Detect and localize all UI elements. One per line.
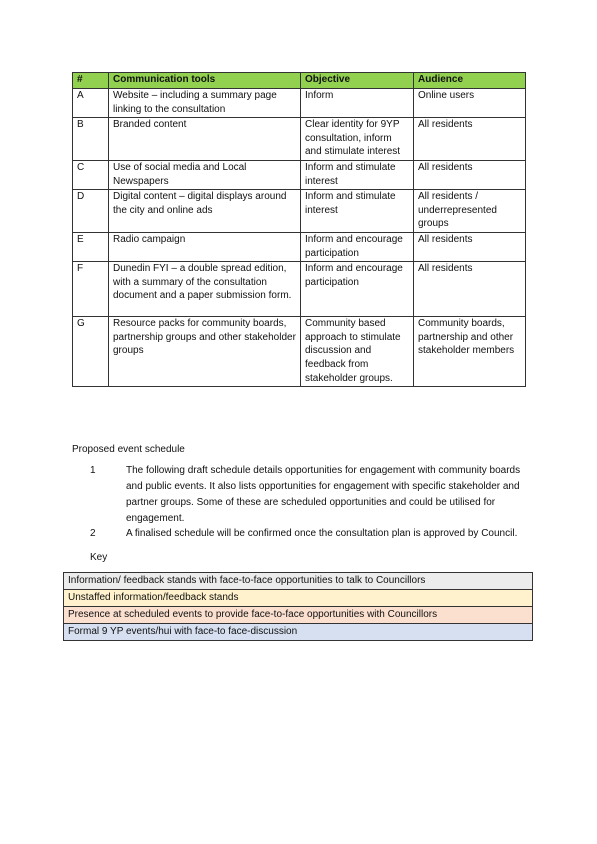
communication-tools-table bbox=[72, 72, 526, 387]
row-objective: Inform and stimulate interest bbox=[301, 160, 414, 189]
row-tool: Website – including a summary page linking to the consultation bbox=[109, 89, 301, 118]
row-audience: All residents bbox=[414, 262, 526, 317]
key-legend-table bbox=[63, 572, 533, 641]
row-audience: All residents bbox=[414, 118, 526, 161]
row-tool: Branded content bbox=[109, 118, 301, 161]
key-item: Formal 9 YP events/hui with face-to face-discussion bbox=[64, 624, 533, 641]
row-id: D bbox=[73, 190, 109, 233]
header-communication-tools: Communication tools bbox=[109, 73, 301, 89]
row-id: A bbox=[73, 89, 109, 118]
table-row bbox=[73, 232, 526, 261]
table-row bbox=[73, 190, 526, 233]
row-id: E bbox=[73, 232, 109, 261]
row-audience: All residents bbox=[414, 232, 526, 261]
key-label: Key bbox=[90, 552, 108, 563]
paragraph-text: The following draft schedule details opportunities for engagement with community boards and public events. It also lists opportunities for engagement with specific stakeholder and partner groups. Some of these are scheduled opportunities and could be utilised for engagement. bbox=[126, 465, 521, 524]
row-tool: Radio campaign bbox=[109, 232, 301, 261]
row-objective: Inform bbox=[301, 89, 414, 118]
row-objective: Community based approach to stimulate discussion and feedback from stakeholder groups. bbox=[301, 317, 414, 387]
row-tool: Resource packs for community boards, partnership groups and other stakeholder groups bbox=[109, 317, 301, 387]
table-row bbox=[73, 317, 526, 387]
table-row bbox=[73, 118, 526, 161]
row-objective: Inform and stimulate interest bbox=[301, 190, 414, 233]
key-item: Information/ feedback stands with face-to-face opportunities to talk to Councillors bbox=[64, 573, 533, 590]
table-row bbox=[73, 262, 526, 317]
table-header-row bbox=[73, 73, 526, 89]
key-row bbox=[64, 607, 533, 624]
table-row bbox=[73, 160, 526, 189]
key-item: Presence at scheduled events to provide face-to-face opportunities with Councillors bbox=[64, 607, 533, 624]
key-item: Unstaffed information/feedback stands bbox=[64, 590, 533, 607]
row-tool: Use of social media and Local Newspapers bbox=[109, 160, 301, 189]
header-objective: Objective bbox=[301, 73, 414, 89]
key-row bbox=[64, 590, 533, 607]
row-tool: Dunedin FYI – a double spread edition, with a summary of the consultation document and a paper submission form. bbox=[109, 262, 301, 317]
row-id: B bbox=[73, 118, 109, 161]
row-tool: Digital content – digital displays around the city and online ads bbox=[109, 190, 301, 233]
row-audience: Community boards, partnership and other stakeholder members bbox=[414, 317, 526, 387]
section-heading: Proposed event schedule bbox=[72, 444, 185, 455]
row-objective: Inform and encourage participation bbox=[301, 262, 414, 317]
table-row bbox=[73, 89, 526, 118]
row-audience: All residents / underrepresented groups bbox=[414, 190, 526, 233]
row-id: F bbox=[73, 262, 109, 317]
row-id: G bbox=[73, 317, 109, 387]
paragraph-number: 1 bbox=[90, 465, 96, 476]
row-id: C bbox=[73, 160, 109, 189]
row-objective: Clear identity for 9YP consultation, inform and stimulate interest bbox=[301, 118, 414, 161]
row-audience: Online users bbox=[414, 89, 526, 118]
key-row bbox=[64, 624, 533, 641]
header-id: # bbox=[73, 73, 109, 89]
row-objective: Inform and encourage participation bbox=[301, 232, 414, 261]
key-row bbox=[64, 573, 533, 590]
row-audience: All residents bbox=[414, 160, 526, 189]
paragraph-text: A finalised schedule will be confirmed once the consultation plan is approved by Council. bbox=[126, 528, 518, 539]
paragraph-number: 2 bbox=[90, 528, 96, 539]
header-audience: Audience bbox=[414, 73, 526, 89]
